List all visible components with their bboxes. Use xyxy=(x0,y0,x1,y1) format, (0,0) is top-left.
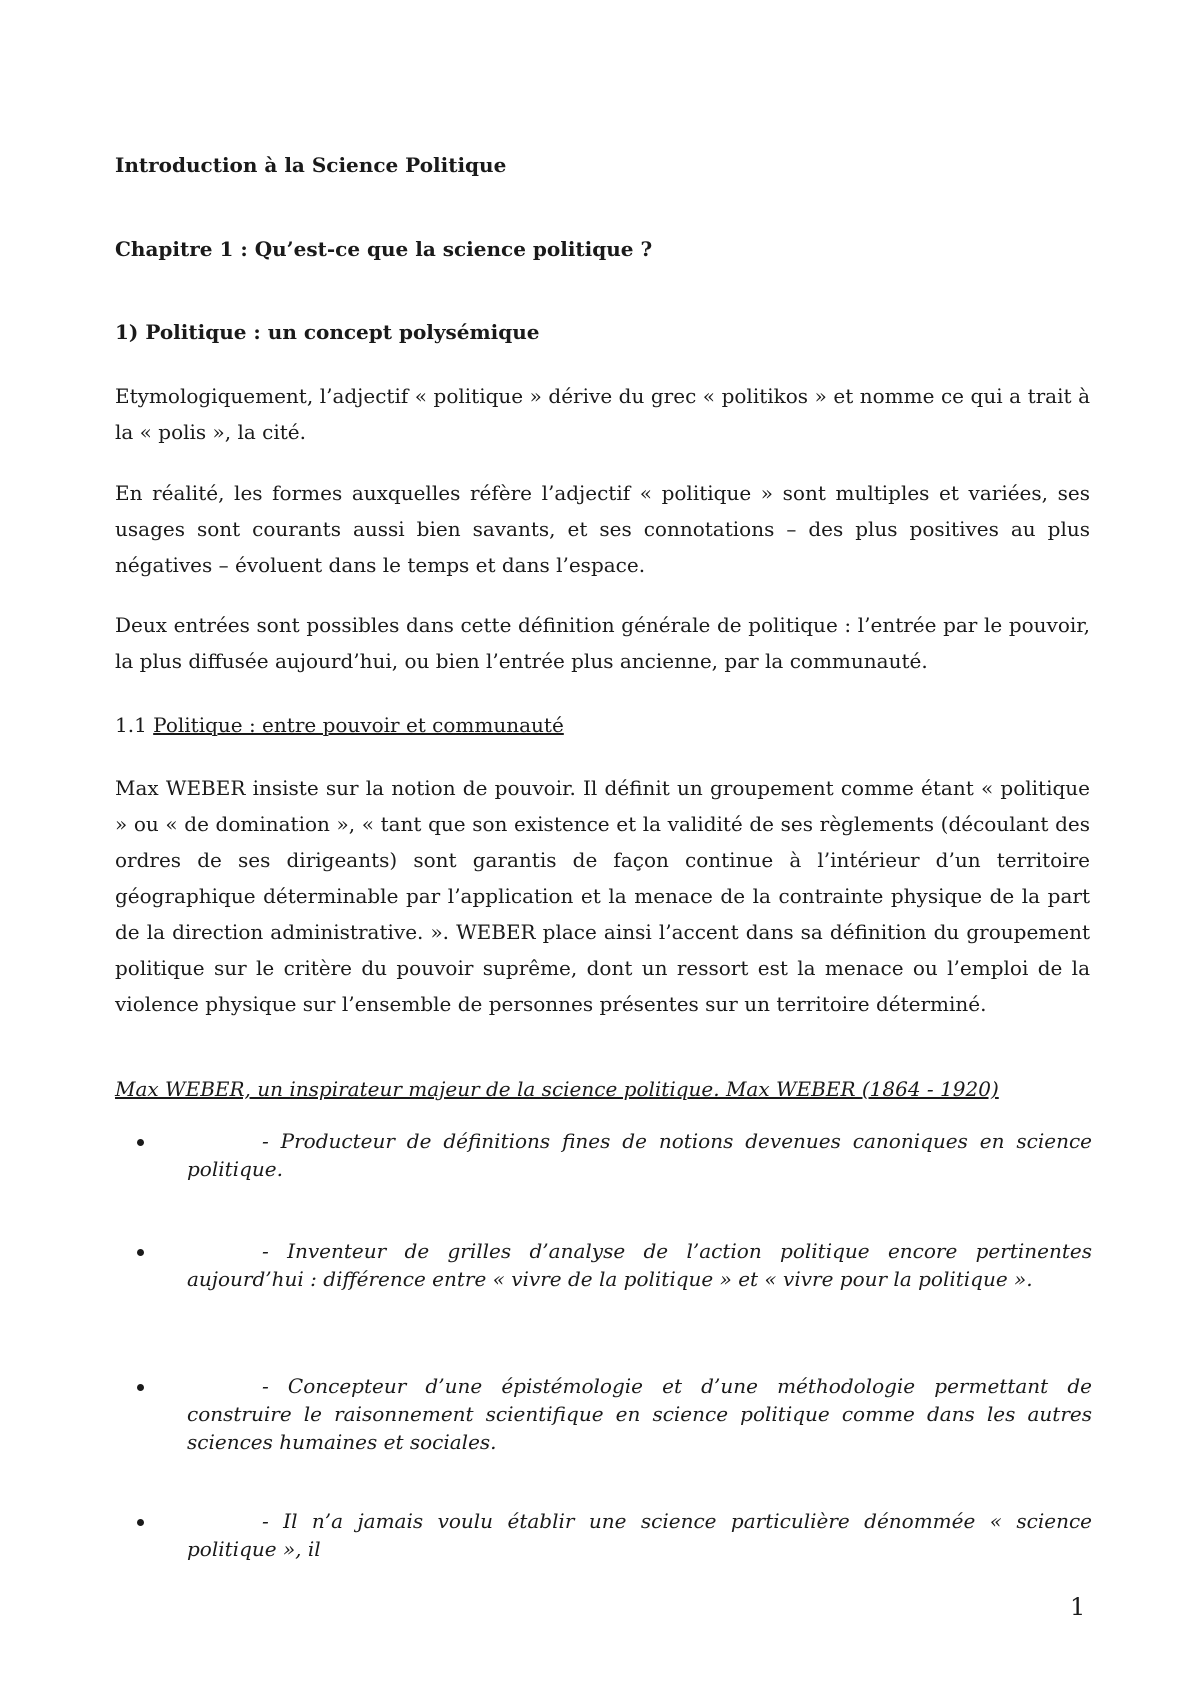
page-number: 1 xyxy=(1070,1593,1086,1621)
paragraph-etymology: Etymologiquement, l’adjectif « politique » dérive du grec « politikos » et nomme ce qui a trait à la « polis », la cité. xyxy=(115,384,1090,444)
section-heading: 1) Politique : un concept polysémique xyxy=(115,320,540,344)
paragraph-weber: Max WEBER insiste sur la notion de pouvoir. Il définit un groupement comme étant « politique » ou « de domination », « tant que son existence et la validité de ses règlements (découlant des ordres de ses dirigeants) sont garantis de façon continue à l’intérieur d’un territoire géographique déterminable par l’application et la menace de la contrainte physique de la part de la direction administrative. ». WEBER place ainsi l’accent dans sa définition du groupement politique sur le critère du pouvoir suprême, dont un ressort est la menace ou l’emploi de la violence physique sur l’ensemble de personnes présentes sur un territoire déterminé. xyxy=(115,776,1090,1016)
subsection-heading xyxy=(115,713,564,737)
weber-caption: Max WEBER, un inspirateur majeur de la science politique. Max WEBER (1864 - 1920) xyxy=(115,1077,999,1101)
list-item-text: - Producteur de définitions fines de notions devenues canoniques en science politique. xyxy=(187,1129,1092,1181)
list-item-text: - Inventeur de grilles d’analyse de l’action politique encore pertinentes aujourd’hui : différence entre « vivre de la politique » et « vivre pour la politique ». xyxy=(187,1239,1092,1291)
bullet-icon xyxy=(137,1384,144,1391)
subsection-title: Politique : entre pouvoir et communauté xyxy=(153,713,564,737)
bullet-icon xyxy=(137,1249,144,1256)
bullet-icon xyxy=(137,1139,144,1146)
list-item-text: - Il n’a jamais voulu établir une science particulière dénommée « science politique », il xyxy=(187,1509,1092,1561)
paragraph-forms: En réalité, les formes auxquelles réfère l’adjectif « politique » sont multiples et variées, ses usages sont courants aussi bien savants, et ses connotations – des plus positives au plus négatives – évoluent dans le temps et dans l’espace. xyxy=(115,481,1090,577)
bullet-icon xyxy=(137,1519,144,1526)
subsection-number: 1.1 xyxy=(115,713,147,737)
paragraph-entries: Deux entrées sont possibles dans cette définition générale de politique : l’entrée par le pouvoir, la plus diffusée aujourd’hui, ou bien l’entrée plus ancienne, par la communauté. xyxy=(115,613,1090,673)
document-title: Introduction à la Science Politique xyxy=(115,153,507,177)
chapter-heading: Chapitre 1 : Qu’est-ce que la science politique ? xyxy=(115,237,653,261)
list-item-text: - Concepteur d’une épistémologie et d’une méthodologie permettant de construire le raisonnement scientifique en science politique comme dans les autres sciences humaines et sociales. xyxy=(187,1374,1092,1454)
